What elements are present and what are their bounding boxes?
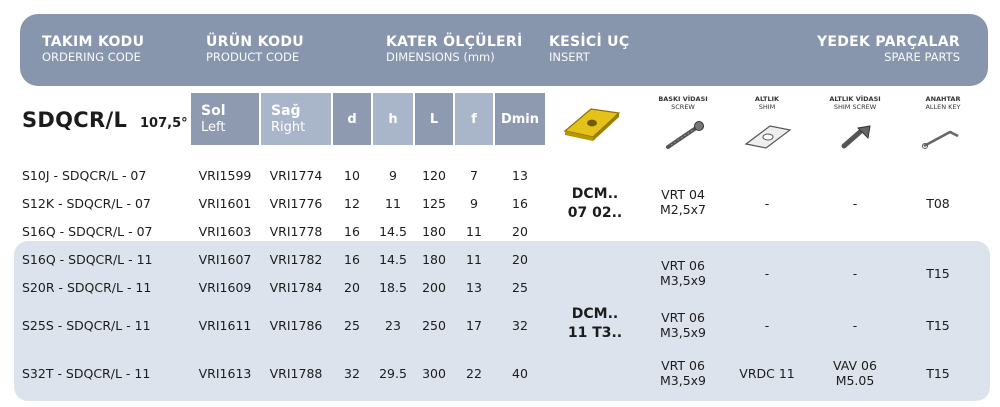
insert-icon — [561, 101, 623, 145]
dmin-cell: 16 — [512, 196, 528, 211]
shim-value: - — [764, 266, 770, 281]
L-cell: 120 — [422, 168, 446, 183]
column-left: Sol Left — [191, 93, 259, 145]
column-h: h — [373, 93, 413, 145]
model-angle: 107,5° — [140, 116, 188, 131]
allen-key-value: T15 — [926, 266, 950, 281]
spare-header-screw: BASKI VİDASI SCREW — [658, 95, 708, 111]
h-cell: 14.5 — [379, 252, 407, 267]
shim-screw-value: - — [852, 318, 858, 333]
f-cell: 13 — [466, 280, 482, 295]
right-code-cell: VRI1774 — [269, 168, 323, 183]
d-cell: 12 — [344, 196, 360, 211]
shim-icon — [744, 122, 792, 152]
model-name: SDQCR/L — [22, 108, 128, 132]
d-cell: 10 — [344, 168, 360, 183]
screw-value: VRT 06 M3,5x9 — [659, 258, 706, 288]
L-cell: 300 — [422, 366, 446, 381]
f-cell: 22 — [466, 366, 482, 381]
shim-screw-value: VAV 06 M5.05 — [833, 358, 877, 388]
left-code-cell: VRI1601 — [198, 196, 252, 211]
f-cell: 7 — [470, 168, 478, 183]
header-bar — [20, 14, 988, 86]
ordering-code-cell: S16Q - SDQCR/L - 11 — [22, 252, 153, 267]
insert-code-07: DCM.. 07 02.. — [567, 186, 623, 221]
h-cell: 11 — [385, 196, 401, 211]
allen-key-value: T15 — [926, 366, 950, 381]
d-cell: 25 — [344, 318, 360, 333]
h-cell: 29.5 — [379, 366, 407, 381]
right-code-cell: VRI1776 — [269, 196, 323, 211]
allen-key-value: T08 — [926, 196, 950, 211]
L-cell: 125 — [422, 196, 446, 211]
shim-screw-value: - — [852, 266, 858, 281]
product-code-header: ÜRÜN KODU PRODUCT CODE — [206, 34, 304, 64]
left-code-cell: VRI1599 — [198, 168, 252, 183]
ordering-code-cell: S10J - SDQCR/L - 07 — [22, 168, 147, 183]
shim-value: - — [764, 318, 770, 333]
d-cell: 20 — [344, 280, 360, 295]
spare-header-shim-screw: ALTLIK VİDASI SHIM SCREW — [829, 95, 881, 111]
spare-header-allen-key: ANAHTAR ALLEN KEY — [925, 95, 961, 111]
dmin-cell: 20 — [512, 252, 528, 267]
shim-value: VRDC 11 — [739, 366, 795, 381]
shim-screw-icon — [838, 122, 874, 152]
ordering-code-cell: S25S - SDQCR/L - 11 — [22, 318, 151, 333]
L-cell: 180 — [422, 224, 446, 239]
right-code-cell: VRI1778 — [269, 224, 323, 239]
left-code-cell: VRI1609 — [198, 280, 252, 295]
dmin-cell: 25 — [512, 280, 528, 295]
column-L: L — [415, 93, 453, 145]
d-cell: 16 — [344, 252, 360, 267]
insert-header: KESİCİ UÇ INSERT — [549, 34, 630, 64]
right-code-cell: VRI1788 — [269, 366, 323, 381]
f-cell: 11 — [466, 252, 482, 267]
dmin-cell: 20 — [512, 224, 528, 239]
spare-header-shim: ALTLIK SHIM — [754, 95, 780, 111]
f-cell: 11 — [466, 224, 482, 239]
left-code-cell: VRI1611 — [198, 318, 252, 333]
screw-value: VRT 06 M3,5x9 — [659, 310, 706, 340]
h-cell: 9 — [389, 168, 397, 183]
d-cell: 16 — [344, 224, 360, 239]
allen-key-value: T15 — [926, 318, 950, 333]
dmin-cell: 32 — [512, 318, 528, 333]
L-cell: 180 — [422, 252, 446, 267]
column-right: Sağ Right — [261, 93, 331, 145]
spare-parts-header: YEDEK PARÇALAR SPARE PARTS — [816, 34, 960, 64]
screw-icon — [662, 120, 706, 152]
h-cell: 18.5 — [379, 280, 407, 295]
left-code-cell: VRI1603 — [198, 224, 252, 239]
ordering-code-header: TAKIM KODU ORDERING CODE — [42, 34, 145, 64]
insert-code-11: DCM.. 11 T3.. — [567, 306, 623, 341]
screw-value: VRT 04 M2,5x7 — [659, 187, 706, 217]
column-f: f — [455, 93, 493, 145]
ordering-code-cell: S32T - SDQCR/L - 11 — [22, 366, 151, 381]
ordering-code-cell: S16Q - SDQCR/L - 07 — [22, 224, 153, 239]
screw-value: VRT 06 M3,5x9 — [659, 358, 706, 388]
shim-value: - — [764, 196, 770, 211]
f-cell: 17 — [466, 318, 482, 333]
d-cell: 32 — [344, 366, 360, 381]
ordering-code-cell: S12K - SDQCR/L - 07 — [22, 196, 151, 211]
column-dmin: Dmin — [495, 93, 545, 145]
h-cell: 14.5 — [379, 224, 407, 239]
left-code-cell: VRI1607 — [198, 252, 252, 267]
dimensions-header: KATER ÖLÇÜLERİ DIMENSIONS (mm) — [386, 34, 523, 64]
h-cell: 23 — [385, 318, 401, 333]
right-code-cell: VRI1786 — [269, 318, 323, 333]
ordering-code-cell: S20R - SDQCR/L - 11 — [22, 280, 152, 295]
right-code-cell: VRI1782 — [269, 252, 323, 267]
allen-key-icon — [920, 126, 964, 152]
L-cell: 250 — [422, 318, 446, 333]
L-cell: 200 — [422, 280, 446, 295]
column-d: d — [333, 93, 371, 145]
left-code-cell: VRI1613 — [198, 366, 252, 381]
shim-screw-value: - — [852, 196, 858, 211]
dmin-cell: 40 — [512, 366, 528, 381]
right-code-cell: VRI1784 — [269, 280, 323, 295]
dmin-cell: 13 — [512, 168, 528, 183]
f-cell: 9 — [470, 196, 478, 211]
